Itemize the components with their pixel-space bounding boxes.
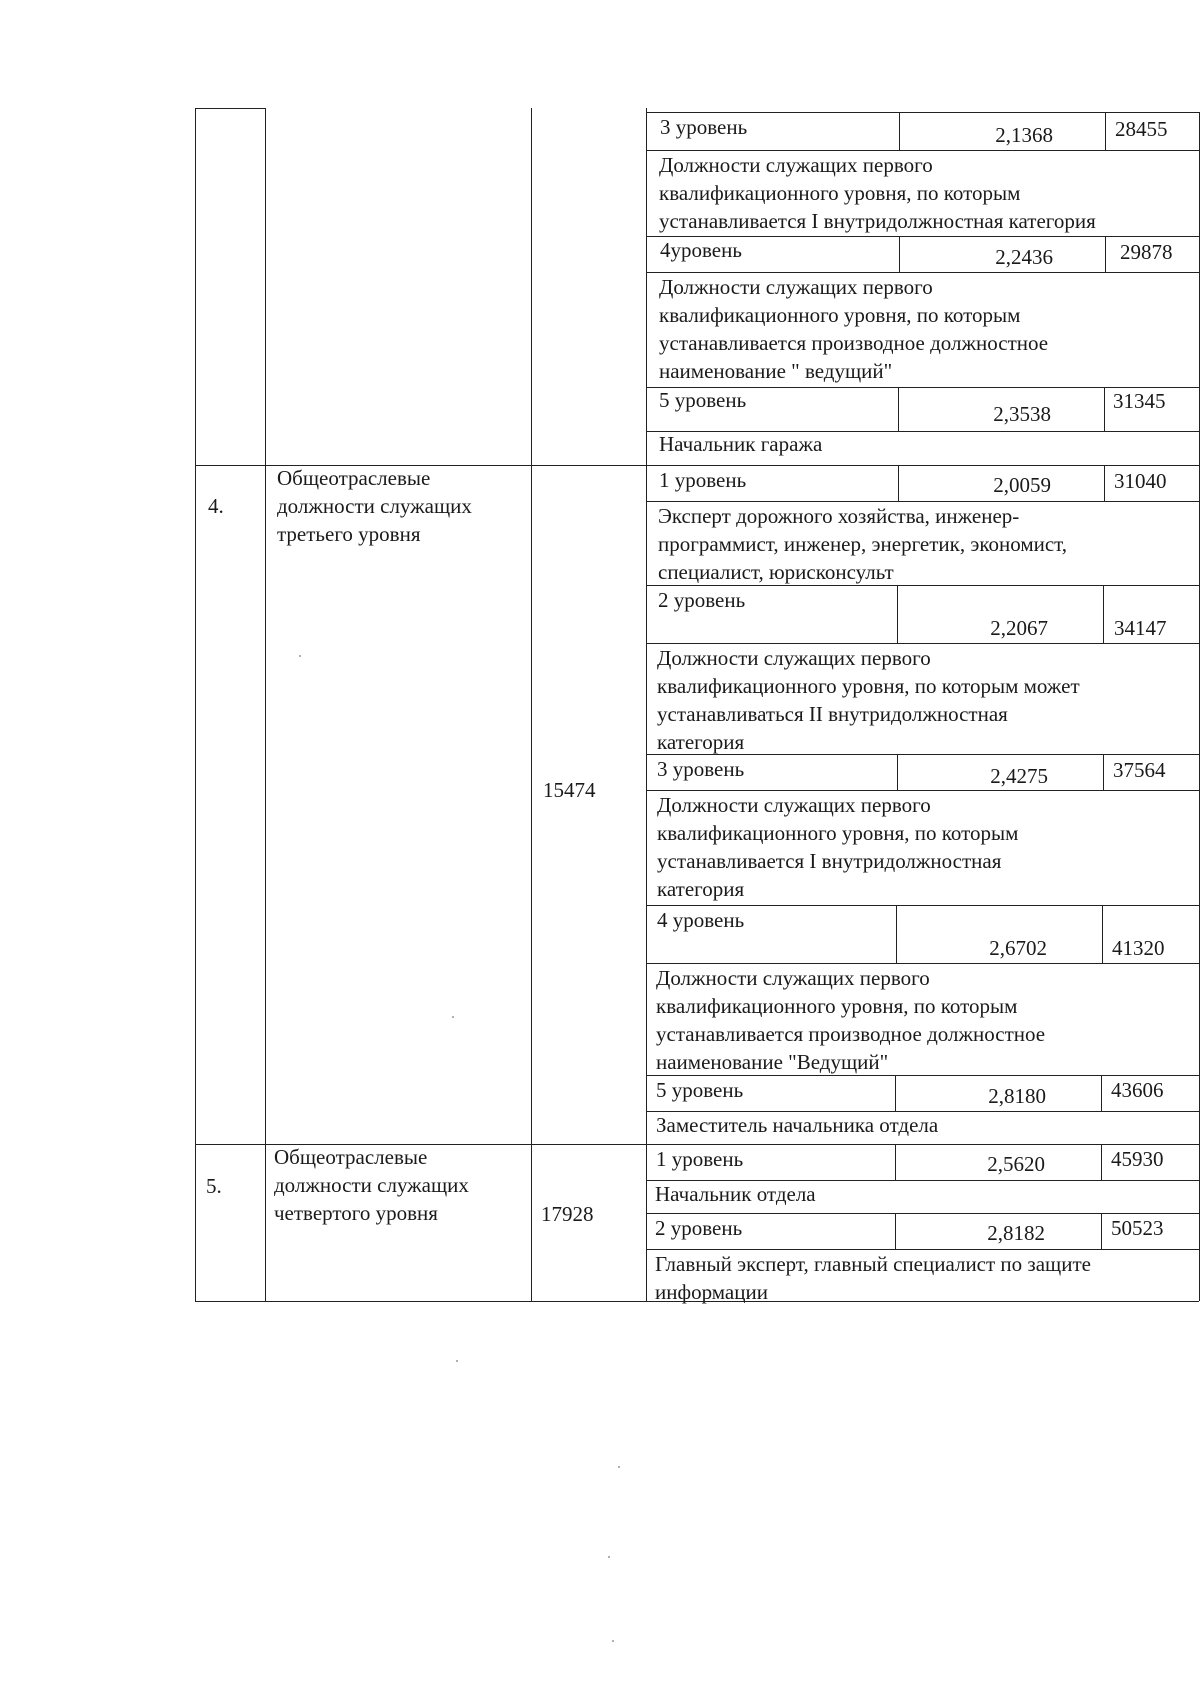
base-salary: 15474 [543, 778, 596, 802]
level-label: 3 уровень [657, 757, 745, 781]
level-description-line: квалификационного уровня, по которым может [657, 674, 1080, 698]
level-coef: 2,0059 [993, 473, 1051, 497]
level-description-line: Должности служащих первого [657, 646, 931, 670]
group-name-line: должности служащих [274, 1173, 469, 1197]
table-top-left [195, 108, 265, 109]
level-salary: 50523 [1111, 1216, 1164, 1240]
level-description-line: Должности служащих первого [657, 793, 931, 817]
level-coef: 2,8180 [988, 1084, 1046, 1108]
level-label: 5 уровень [656, 1078, 744, 1102]
sep [1101, 1075, 1102, 1111]
group-name-line: должности служащих [277, 494, 472, 518]
level-description-line: Заместитель начальника отдела [656, 1113, 939, 1137]
level-description-line: устанавливается производное должностное [656, 1022, 1046, 1046]
level-salary: 41320 [1112, 936, 1165, 960]
group-name-line: Общеотраслевые [277, 466, 431, 490]
level-description-line: программист, инженер, энергетик, экономист, [658, 532, 1068, 556]
group-number: 5. [206, 1174, 222, 1198]
level-label: 4 уровень [657, 908, 745, 932]
sep [1104, 387, 1105, 431]
level-description-line: специалист, юрисконсульт [658, 560, 894, 584]
sep [895, 1213, 896, 1249]
sep [895, 1075, 896, 1111]
level-coef: 2,6702 [989, 936, 1047, 960]
level-description-line: Главный эксперт, главный специалист по защите [655, 1252, 1091, 1276]
level-salary: 43606 [1111, 1078, 1164, 1102]
sep [1103, 754, 1104, 790]
sep [899, 236, 900, 272]
table-border-col2 [531, 108, 532, 1301]
level-coef: 2,1368 [995, 123, 1053, 147]
level-description-line: наименование " ведущий" [659, 359, 893, 383]
sep [1102, 905, 1103, 963]
level-salary: 31040 [1114, 469, 1167, 493]
level-label: 4уровень [660, 238, 742, 262]
level-label: 3 уровень [660, 115, 748, 139]
group-number: 4. [208, 494, 224, 518]
scan-speck [612, 1640, 614, 1642]
level-salary: 37564 [1113, 758, 1166, 782]
level-description-line: Должности служащих первого [659, 153, 933, 177]
level-salary: 28455 [1115, 117, 1168, 141]
group-name-line: третьего уровня [277, 522, 421, 546]
level-description-line: Начальник отдела [655, 1182, 816, 1206]
level-salary: 45930 [1111, 1147, 1164, 1171]
table-border-col3 [646, 108, 647, 1301]
level-coef: 2,4275 [990, 764, 1048, 788]
scan-speck [618, 1466, 620, 1468]
sep [895, 1144, 896, 1180]
level-label: 5 уровень [659, 388, 747, 412]
sep [899, 112, 900, 150]
level-label: 1 уровень [656, 1147, 744, 1171]
group-name-line: четвертого уровня [274, 1201, 438, 1225]
level-coef: 2,3538 [993, 402, 1051, 426]
level-description-line: устанавливается I внутридолжностная [657, 849, 1002, 873]
sep [1103, 585, 1104, 643]
level-description-line: квалификационного уровня, по которым [657, 821, 1019, 845]
sep [1101, 1213, 1102, 1249]
level-coef: 2,8182 [987, 1221, 1045, 1245]
level-description-line: квалификационного уровня, по которым [656, 994, 1018, 1018]
sep [1105, 236, 1106, 272]
sep [898, 387, 899, 431]
level-description-line: информации [655, 1280, 768, 1304]
sep [896, 905, 897, 963]
level-description-line: Должности служащих первого [656, 966, 930, 990]
sep [1105, 112, 1106, 150]
sep [898, 465, 899, 501]
level-salary: 34147 [1114, 616, 1167, 640]
level-salary: 29878 [1120, 240, 1173, 264]
level-description-line: Должности служащих первого [659, 275, 933, 299]
level-description-line: квалификационного уровня, по которым [659, 181, 1021, 205]
sep [1104, 465, 1105, 501]
level-label: 1 уровень [659, 468, 747, 492]
scan-speck [299, 655, 301, 657]
sep [1101, 1144, 1102, 1180]
sep [897, 585, 898, 643]
sep [897, 754, 898, 790]
level-coef: 2,5620 [987, 1152, 1045, 1176]
level-description-line: категория [657, 877, 745, 901]
level-description-line: устанавливаться II внутридолжностная [657, 702, 1008, 726]
level-coef: 2,2067 [990, 616, 1048, 640]
level-description-line: квалификационного уровня, по которым [659, 303, 1021, 327]
level-description-line: Эксперт дорожного хозяйства, инженер- [658, 504, 1020, 528]
level-description-line: наименование "Ведущий" [656, 1050, 889, 1074]
level-coef: 2,2436 [995, 245, 1053, 269]
table-border-left [195, 108, 196, 1301]
level-salary: 31345 [1113, 389, 1166, 413]
scan-speck [456, 1360, 458, 1362]
group-name-line: Общеотраслевые [274, 1145, 428, 1169]
level-description-line: Начальник гаража [659, 432, 823, 456]
level-label: 2 уровень [655, 1216, 743, 1240]
scan-speck [608, 1556, 610, 1558]
scan-speck [452, 1016, 454, 1018]
level-description-line: устанавливается I внутридолжностная категория [659, 209, 1096, 233]
level-description-line: устанавливается производное должностное [659, 331, 1049, 355]
level-label: 2 уровень [658, 588, 746, 612]
base-salary: 17928 [541, 1202, 594, 1226]
table-border-col1 [265, 108, 266, 1301]
level-description-line: категория [657, 730, 745, 754]
